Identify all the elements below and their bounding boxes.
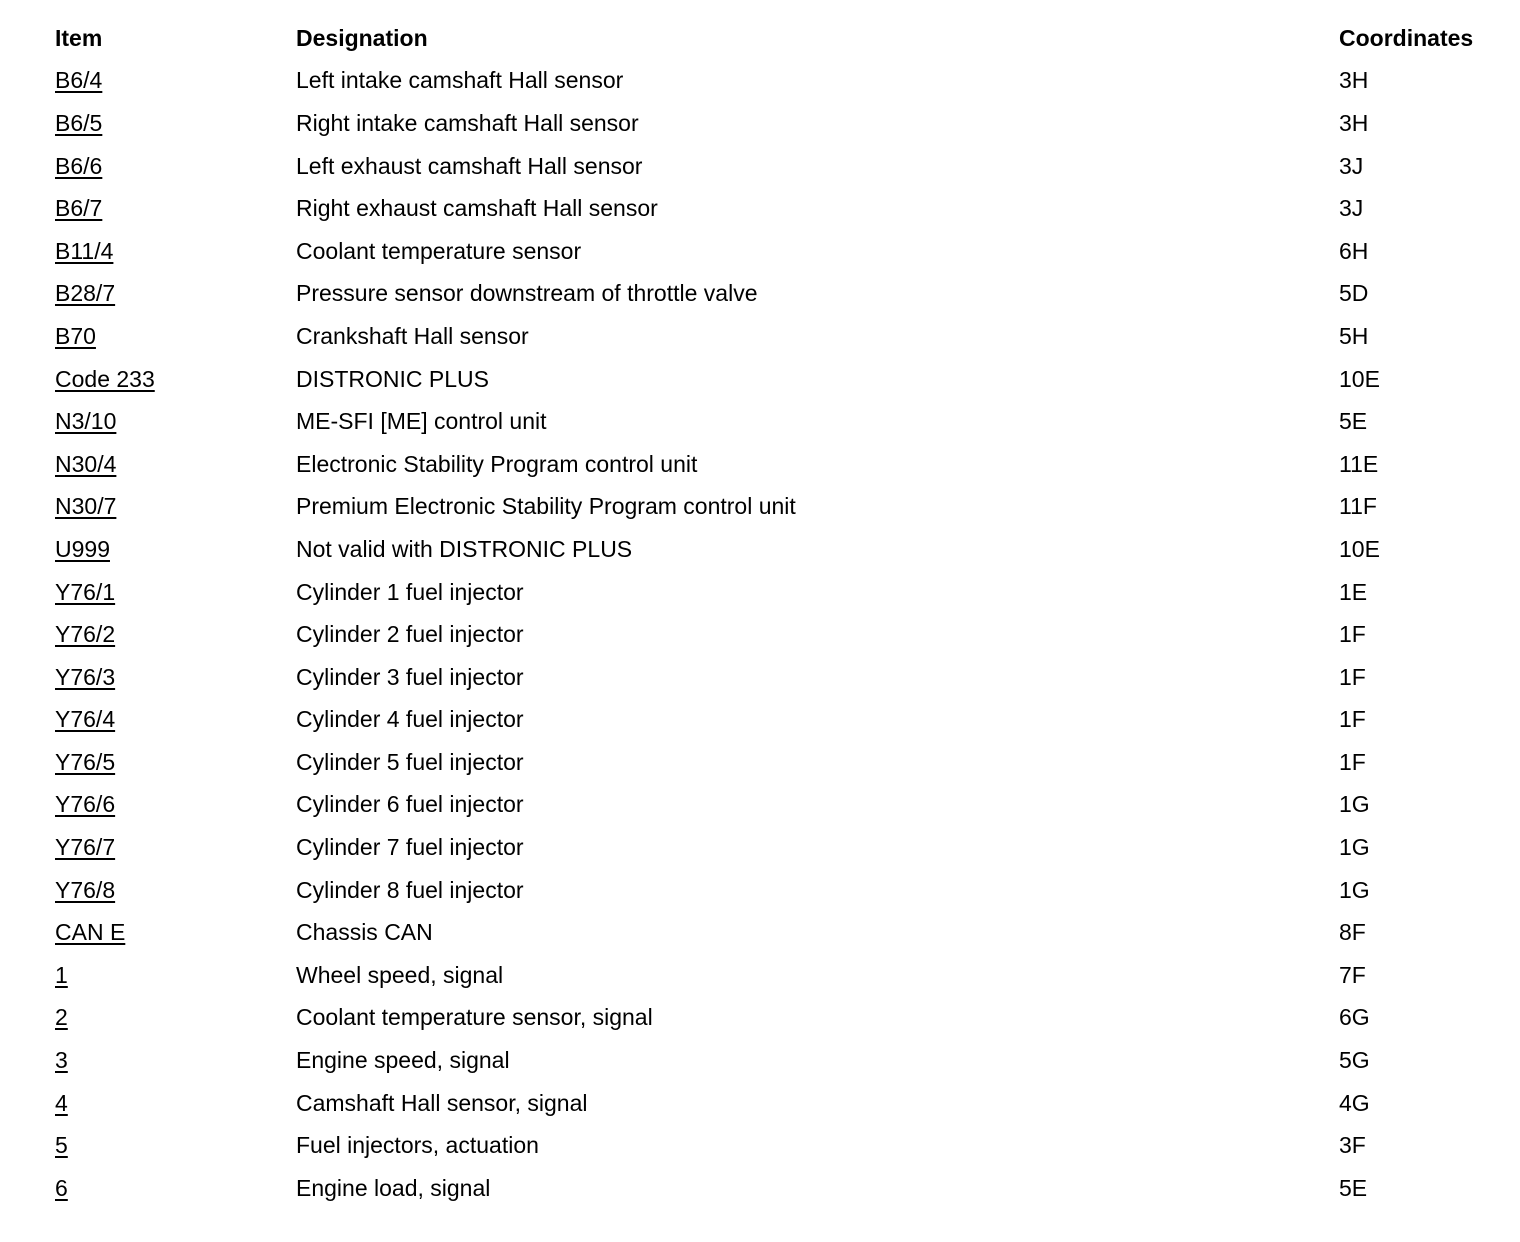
table-row xyxy=(55,613,1495,656)
item-cell xyxy=(55,400,296,443)
table-row xyxy=(55,528,1495,571)
item-cell xyxy=(55,60,296,103)
table-row xyxy=(55,656,1495,699)
item-cell xyxy=(55,187,296,230)
coordinates-column-header: Coordinates xyxy=(1339,24,1474,51)
item-cell xyxy=(55,273,296,316)
coordinates-cell: 5E xyxy=(1339,1174,1368,1201)
coordinates-cell: 3J xyxy=(1339,195,1364,222)
coordinates-cell: 11F xyxy=(1339,493,1377,520)
table-row xyxy=(55,400,1495,443)
item-cell xyxy=(55,358,296,401)
designation-cell: Premium Electronic Stability Program control unit xyxy=(296,493,796,520)
coordinates-cell: 1E xyxy=(1339,578,1368,605)
item-cell xyxy=(55,784,296,827)
item-cell xyxy=(55,486,296,529)
item-link[interactable]: Y76/8 xyxy=(55,876,116,903)
table-row xyxy=(55,315,1495,358)
item-link[interactable]: Y76/5 xyxy=(55,748,116,775)
designation-cell: Wheel speed, signal xyxy=(296,961,504,988)
item-link[interactable]: N3/10 xyxy=(55,408,117,435)
coordinates-cell: 10E xyxy=(1339,365,1380,392)
item-cell xyxy=(55,443,296,486)
designation-cell: Crankshaft Hall sensor xyxy=(296,322,529,349)
designation-column-header: Designation xyxy=(296,24,428,51)
table-row xyxy=(55,741,1495,784)
table-row xyxy=(55,60,1495,103)
coordinates-cell: 6G xyxy=(1339,1004,1370,1031)
item-link[interactable]: 4 xyxy=(55,1089,68,1116)
item-cell xyxy=(55,997,296,1040)
designation-cell: Left intake camshaft Hall sensor xyxy=(296,67,624,94)
coordinates-cell: 5G xyxy=(1339,1047,1370,1074)
designation-cell: Right exhaust camshaft Hall sensor xyxy=(296,195,658,222)
item-link[interactable]: B6/5 xyxy=(55,109,103,136)
item-link[interactable]: B28/7 xyxy=(55,280,116,307)
item-cell xyxy=(55,230,296,273)
item-cell xyxy=(55,528,296,571)
designation-cell: Engine speed, signal xyxy=(296,1047,510,1074)
item-link[interactable]: Y76/6 xyxy=(55,791,116,818)
designation-cell: Left exhaust camshaft Hall sensor xyxy=(296,152,643,179)
table-row xyxy=(55,784,1495,827)
designation-cell: Chassis CAN xyxy=(296,919,433,946)
item-link[interactable]: Code 233 xyxy=(55,365,155,392)
coordinates-cell: 5D xyxy=(1339,280,1369,307)
designation-cell: Cylinder 2 fuel injector xyxy=(296,621,524,648)
coordinates-cell: 1G xyxy=(1339,834,1370,861)
item-link[interactable]: Y76/3 xyxy=(55,663,116,690)
designation-cell: Cylinder 3 fuel injector xyxy=(296,663,524,690)
table-row xyxy=(55,187,1495,230)
item-cell xyxy=(55,571,296,614)
designation-cell: Fuel injectors, actuation xyxy=(296,1132,539,1159)
item-link[interactable]: 1 xyxy=(55,961,68,988)
coordinates-cell: 6H xyxy=(1339,237,1369,264)
item-cell xyxy=(55,613,296,656)
table-row xyxy=(55,1082,1495,1125)
coordinates-cell: 1F xyxy=(1339,621,1366,648)
item-link[interactable]: N30/7 xyxy=(55,493,117,520)
item-link[interactable]: N30/4 xyxy=(55,450,117,477)
item-link[interactable]: CAN E xyxy=(55,919,126,946)
designation-cell: Coolant temperature sensor xyxy=(296,237,582,264)
designation-cell: Cylinder 8 fuel injector xyxy=(296,876,524,903)
coordinates-cell: 10E xyxy=(1339,535,1380,562)
designation-cell: Cylinder 6 fuel injector xyxy=(296,791,524,818)
item-link[interactable]: Y76/1 xyxy=(55,578,116,605)
item-link[interactable]: B6/4 xyxy=(55,67,103,94)
table-row xyxy=(55,1124,1495,1167)
designation-cell: ME-SFI [ME] control unit xyxy=(296,408,547,435)
item-link[interactable]: 3 xyxy=(55,1047,68,1074)
table-row xyxy=(55,486,1495,529)
item-link[interactable]: U999 xyxy=(55,535,110,562)
table-row xyxy=(55,230,1495,273)
designation-cell: Camshaft Hall sensor, signal xyxy=(296,1089,588,1116)
item-cell xyxy=(55,826,296,869)
item-cell xyxy=(55,1167,296,1210)
table-row xyxy=(55,571,1495,614)
table-row xyxy=(55,826,1495,869)
coordinates-cell: 7F xyxy=(1339,961,1366,988)
designation-cell: Electronic Stability Program control unit xyxy=(296,450,698,477)
coordinates-cell: 1F xyxy=(1339,663,1366,690)
coordinates-cell: 5H xyxy=(1339,322,1369,349)
designation-cell: Cylinder 7 fuel injector xyxy=(296,834,524,861)
designation-cell: Cylinder 4 fuel injector xyxy=(296,706,524,733)
table-row xyxy=(55,1039,1495,1082)
item-cell xyxy=(55,699,296,742)
table-row xyxy=(55,699,1495,742)
coordinates-cell: 1G xyxy=(1339,791,1370,818)
designation-cell: Coolant temperature sensor, signal xyxy=(296,1004,653,1031)
coordinates-cell: 1G xyxy=(1339,876,1370,903)
coordinates-cell: 1F xyxy=(1339,706,1366,733)
designation-cell: Not valid with DISTRONIC PLUS xyxy=(296,535,633,562)
item-cell xyxy=(55,1124,296,1167)
table-row xyxy=(55,997,1495,1040)
designation-cell: Engine load, signal xyxy=(296,1174,491,1201)
item-link[interactable]: Y76/7 xyxy=(55,834,116,861)
coordinates-cell: 8F xyxy=(1339,919,1366,946)
item-link[interactable]: B11/4 xyxy=(55,237,114,264)
item-cell xyxy=(55,741,296,784)
coordinates-cell: 3F xyxy=(1339,1132,1366,1159)
coordinates-cell: 5E xyxy=(1339,408,1368,435)
coordinates-cell: 4G xyxy=(1339,1089,1370,1116)
item-cell xyxy=(55,954,296,997)
item-cell xyxy=(55,911,296,954)
item-cell xyxy=(55,656,296,699)
table-row xyxy=(55,273,1495,316)
item-link[interactable]: 5 xyxy=(55,1132,68,1159)
table-row xyxy=(55,102,1495,145)
designation-cell: Cylinder 1 fuel injector xyxy=(296,578,524,605)
item-link[interactable]: 6 xyxy=(55,1174,68,1201)
item-link[interactable]: Y76/2 xyxy=(55,621,116,648)
coordinates-cell: 3H xyxy=(1339,109,1369,136)
item-cell xyxy=(55,102,296,145)
table-row xyxy=(55,145,1495,188)
item-cell xyxy=(55,1082,296,1125)
designation-cell: Right intake camshaft Hall sensor xyxy=(296,109,639,136)
coordinates-cell: 3H xyxy=(1339,67,1369,94)
table-row xyxy=(55,1167,1495,1210)
item-link[interactable]: B6/7 xyxy=(55,195,103,222)
designation-cell: DISTRONIC PLUS xyxy=(296,365,489,392)
item-cell xyxy=(55,315,296,358)
item-link[interactable]: B70 xyxy=(55,322,96,349)
table-row xyxy=(55,869,1495,912)
coordinates-cell: 3J xyxy=(1339,152,1364,179)
table-row xyxy=(55,911,1495,954)
legend-table xyxy=(55,17,1495,1210)
item-cell xyxy=(55,1039,296,1082)
table-row xyxy=(55,954,1495,997)
header-row xyxy=(55,17,1495,60)
item-column-header: Item xyxy=(55,24,103,51)
item-cell xyxy=(55,869,296,912)
coordinates-cell: 1F xyxy=(1339,748,1366,775)
table-row xyxy=(55,358,1495,401)
designation-cell: Pressure sensor downstream of throttle valve xyxy=(296,280,758,307)
item-link[interactable]: 2 xyxy=(55,1004,68,1031)
designation-cell: Cylinder 5 fuel injector xyxy=(296,748,524,775)
item-cell xyxy=(55,145,296,188)
item-link[interactable]: B6/6 xyxy=(55,152,103,179)
coordinates-cell: 11E xyxy=(1339,450,1379,477)
table-row xyxy=(55,443,1495,486)
item-link[interactable]: Y76/4 xyxy=(55,706,116,733)
